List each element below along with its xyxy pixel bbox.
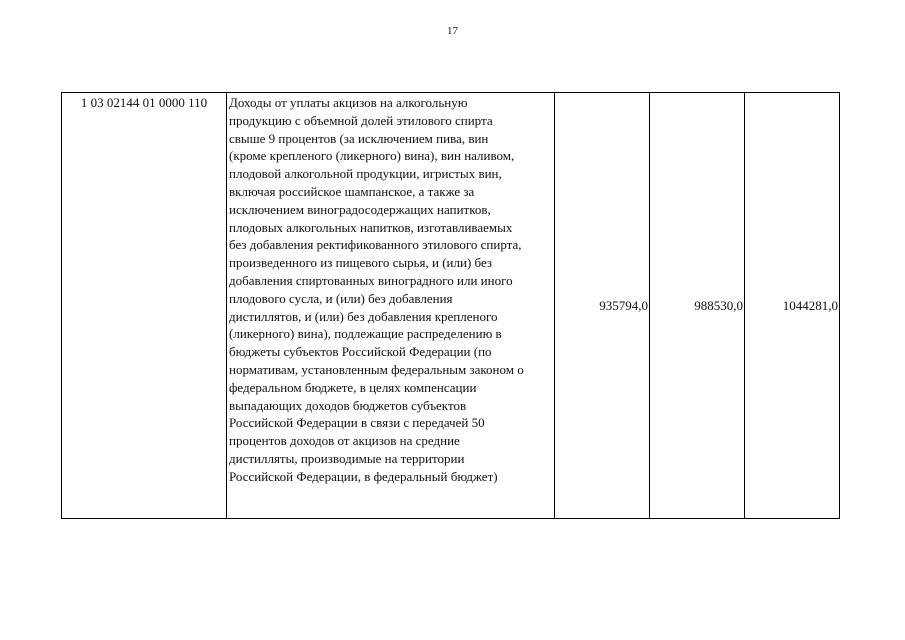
description-line: (ликерного) вина), подлежащие распределению в (229, 326, 502, 342)
description-line: свыше 9 процентов (за исключением пива, вин (229, 130, 489, 146)
description-line: Российской Федерации, в федеральный бюджет) (229, 468, 498, 484)
description-line: плодовой алкогольной продукции, игристых вин, (229, 166, 502, 182)
revenue-description (227, 93, 555, 519)
budget-classification-code: 1 03 02144 01 0000 110 (62, 93, 227, 519)
description-line: плодового сусла, и (или) без добавления (229, 290, 453, 306)
description-line: нормативам, установленным федеральным законом о (229, 361, 524, 377)
description-line: дистилляты, производимые на территории (229, 450, 465, 466)
description-line: выпадающих доходов бюджетов субъектов (229, 397, 467, 413)
page-number: 17 (447, 25, 458, 37)
description-line: плодовых алкогольных напитков, изготавливаемых (229, 219, 513, 235)
description-line: процентов доходов от акцизов на средние (229, 433, 460, 449)
description-line: бюджеты субъектов Российской Федерации (по (229, 344, 492, 360)
description-line: произведенного из пищевого сырья, и (или) без (229, 255, 493, 271)
revenue-table (61, 92, 840, 519)
description-line: исключением виноградосодержащих напитков, (229, 201, 491, 217)
description-line: продукцию с объемной долей этилового спирта (229, 112, 493, 128)
description-line: Российской Федерации в связи с передачей 50 (229, 415, 485, 431)
description-line: включая российское шампанское, а также за (229, 183, 475, 199)
amount-year-1: 935794,0 (555, 93, 650, 519)
description-line: Доходы от уплаты акцизов на алкогольную (229, 95, 468, 110)
description-line: без добавления ректификованного этилового спирта, (229, 237, 522, 253)
description-line: дистиллятов, и (или) без добавления крепленого (229, 308, 498, 324)
table-row (62, 93, 840, 519)
description-line: добавления спиртованных виноградного или иного (229, 272, 513, 288)
amount-year-2: 988530,0 (650, 93, 745, 519)
description-line: федеральном бюджете, в целях компенсации (229, 379, 477, 395)
description-line: (кроме крепленого (ликерного) вина), вин наливом, (229, 148, 515, 164)
amount-year-3: 1044281,0 (745, 93, 840, 519)
